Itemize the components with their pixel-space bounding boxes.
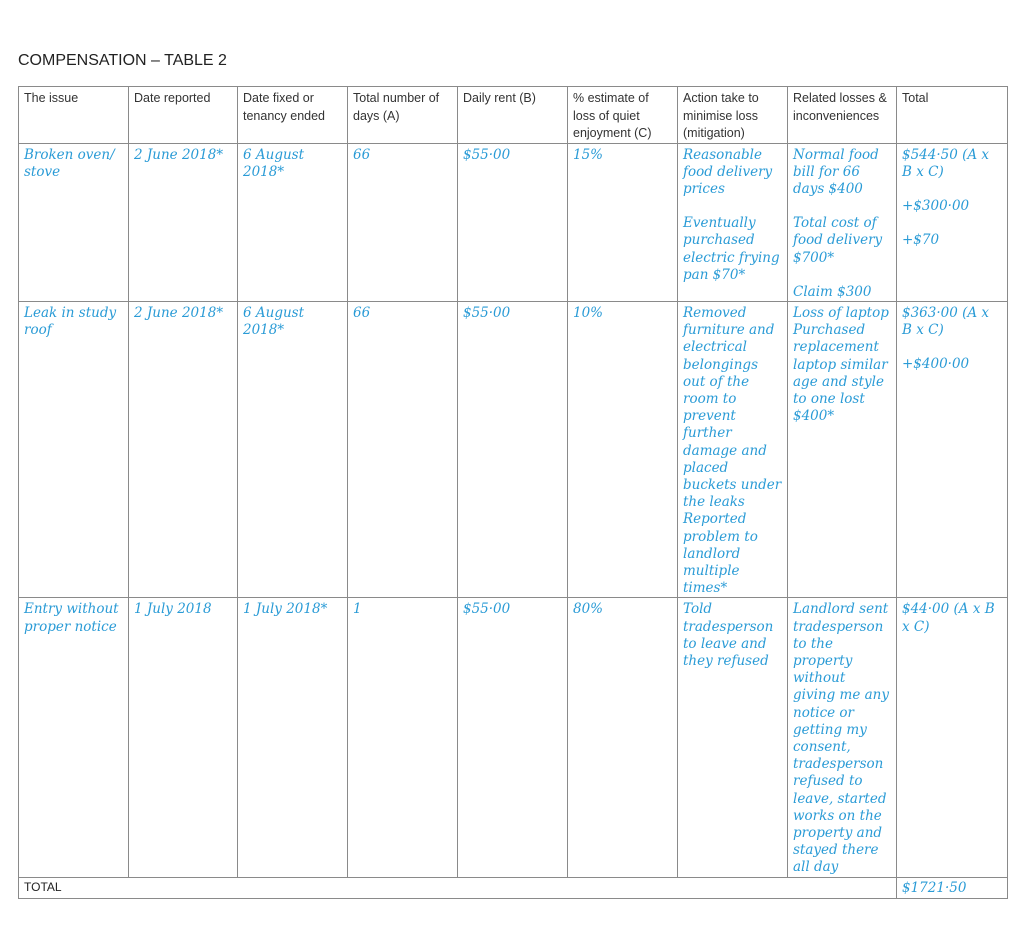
grand-total: $1721·50 xyxy=(897,877,1008,898)
header-days: Total number of days (A) xyxy=(348,87,458,144)
cell-losses xyxy=(788,301,897,597)
loss-text: Total cost of food delivery $700* xyxy=(793,215,883,266)
total-text: +$300·00 xyxy=(902,197,970,214)
cell-date-reported: 2 June 2018* xyxy=(129,301,238,597)
total-text: +$400·00 xyxy=(902,356,970,373)
cell-days: 66 xyxy=(348,143,458,301)
loss-text: Loss of laptop Purchased replacement laptop similar age and style to one lost $400* xyxy=(793,304,889,425)
header-action: Action take to minimise loss (mitigation) xyxy=(678,87,788,144)
cell-percent: 15% xyxy=(568,143,678,301)
cell-issue: Entry without proper notice xyxy=(19,598,129,877)
cell-days: 1 xyxy=(348,598,458,877)
action-text: Reasonable food delivery prices xyxy=(683,146,773,197)
loss-text: Normal food bill for 66 days $400 xyxy=(793,146,879,197)
cell-action xyxy=(678,301,788,597)
header-percent: % estimate of loss of quiet enjoyment (C) xyxy=(568,87,678,144)
page-title: COMPENSATION – TABLE 2 xyxy=(18,52,227,69)
total-row xyxy=(19,877,1008,898)
table-row xyxy=(19,143,1008,301)
table-row xyxy=(19,598,1008,877)
header-date-reported: Date reported xyxy=(129,87,238,144)
compensation-table xyxy=(18,86,1008,899)
total-text: $544·50 (A x B x C) xyxy=(902,146,990,180)
cell-daily-rent: $55·00 xyxy=(458,598,568,877)
cell-date-fixed: 1 July 2018* xyxy=(238,598,348,877)
header-total: Total xyxy=(897,87,1008,144)
action-text: Eventually purchased electric frying pan $70* xyxy=(683,215,780,283)
cell-issue: Broken oven/ stove xyxy=(19,143,129,301)
loss-text: Landlord sent tradesperson to the property without giving me any notice or getting my consent, tradesperson refused to leave, started works on the property and stayed there all day xyxy=(793,601,889,876)
cell-daily-rent: $55·00 xyxy=(458,143,568,301)
cell-action xyxy=(678,143,788,301)
cell-losses xyxy=(788,598,897,877)
cell-issue: Leak in study roof xyxy=(19,301,129,597)
header-date-fixed: Date fixed or tenancy ended xyxy=(238,87,348,144)
cell-percent: 10% xyxy=(568,301,678,597)
cell-days: 66 xyxy=(348,301,458,597)
cell-total xyxy=(897,598,1008,877)
total-text: +$70 xyxy=(902,232,940,249)
cell-total xyxy=(897,143,1008,301)
cell-percent: 80% xyxy=(568,598,678,877)
cell-date-reported: 2 June 2018* xyxy=(129,143,238,301)
cell-losses xyxy=(788,143,897,301)
cell-action xyxy=(678,598,788,877)
table-row xyxy=(19,301,1008,597)
total-label: TOTAL xyxy=(19,877,897,898)
cell-total xyxy=(897,301,1008,597)
action-text: Told tradesperson to leave and they refused xyxy=(683,601,774,669)
total-text: $363·00 (A x B x C) xyxy=(902,304,990,339)
loss-text: Claim $300 xyxy=(793,283,872,300)
action-text: Removed furniture and electrical belongings out of the room to prevent further damage and placed buckets under the leaks Reported problem to landlord multiple times* xyxy=(683,304,782,597)
cell-date-fixed: 6 August 2018* xyxy=(238,143,348,301)
total-text: $44·00 (A x B x C) xyxy=(902,601,995,635)
header-daily-rent: Daily rent (B) xyxy=(458,87,568,144)
cell-date-fixed: 6 August 2018* xyxy=(238,301,348,597)
header-issue: The issue xyxy=(19,87,129,144)
header-row xyxy=(19,87,1008,144)
cell-date-reported: 1 July 2018 xyxy=(129,598,238,877)
header-losses: Related losses & inconveniences xyxy=(788,87,897,144)
cell-daily-rent: $55·00 xyxy=(458,301,568,597)
